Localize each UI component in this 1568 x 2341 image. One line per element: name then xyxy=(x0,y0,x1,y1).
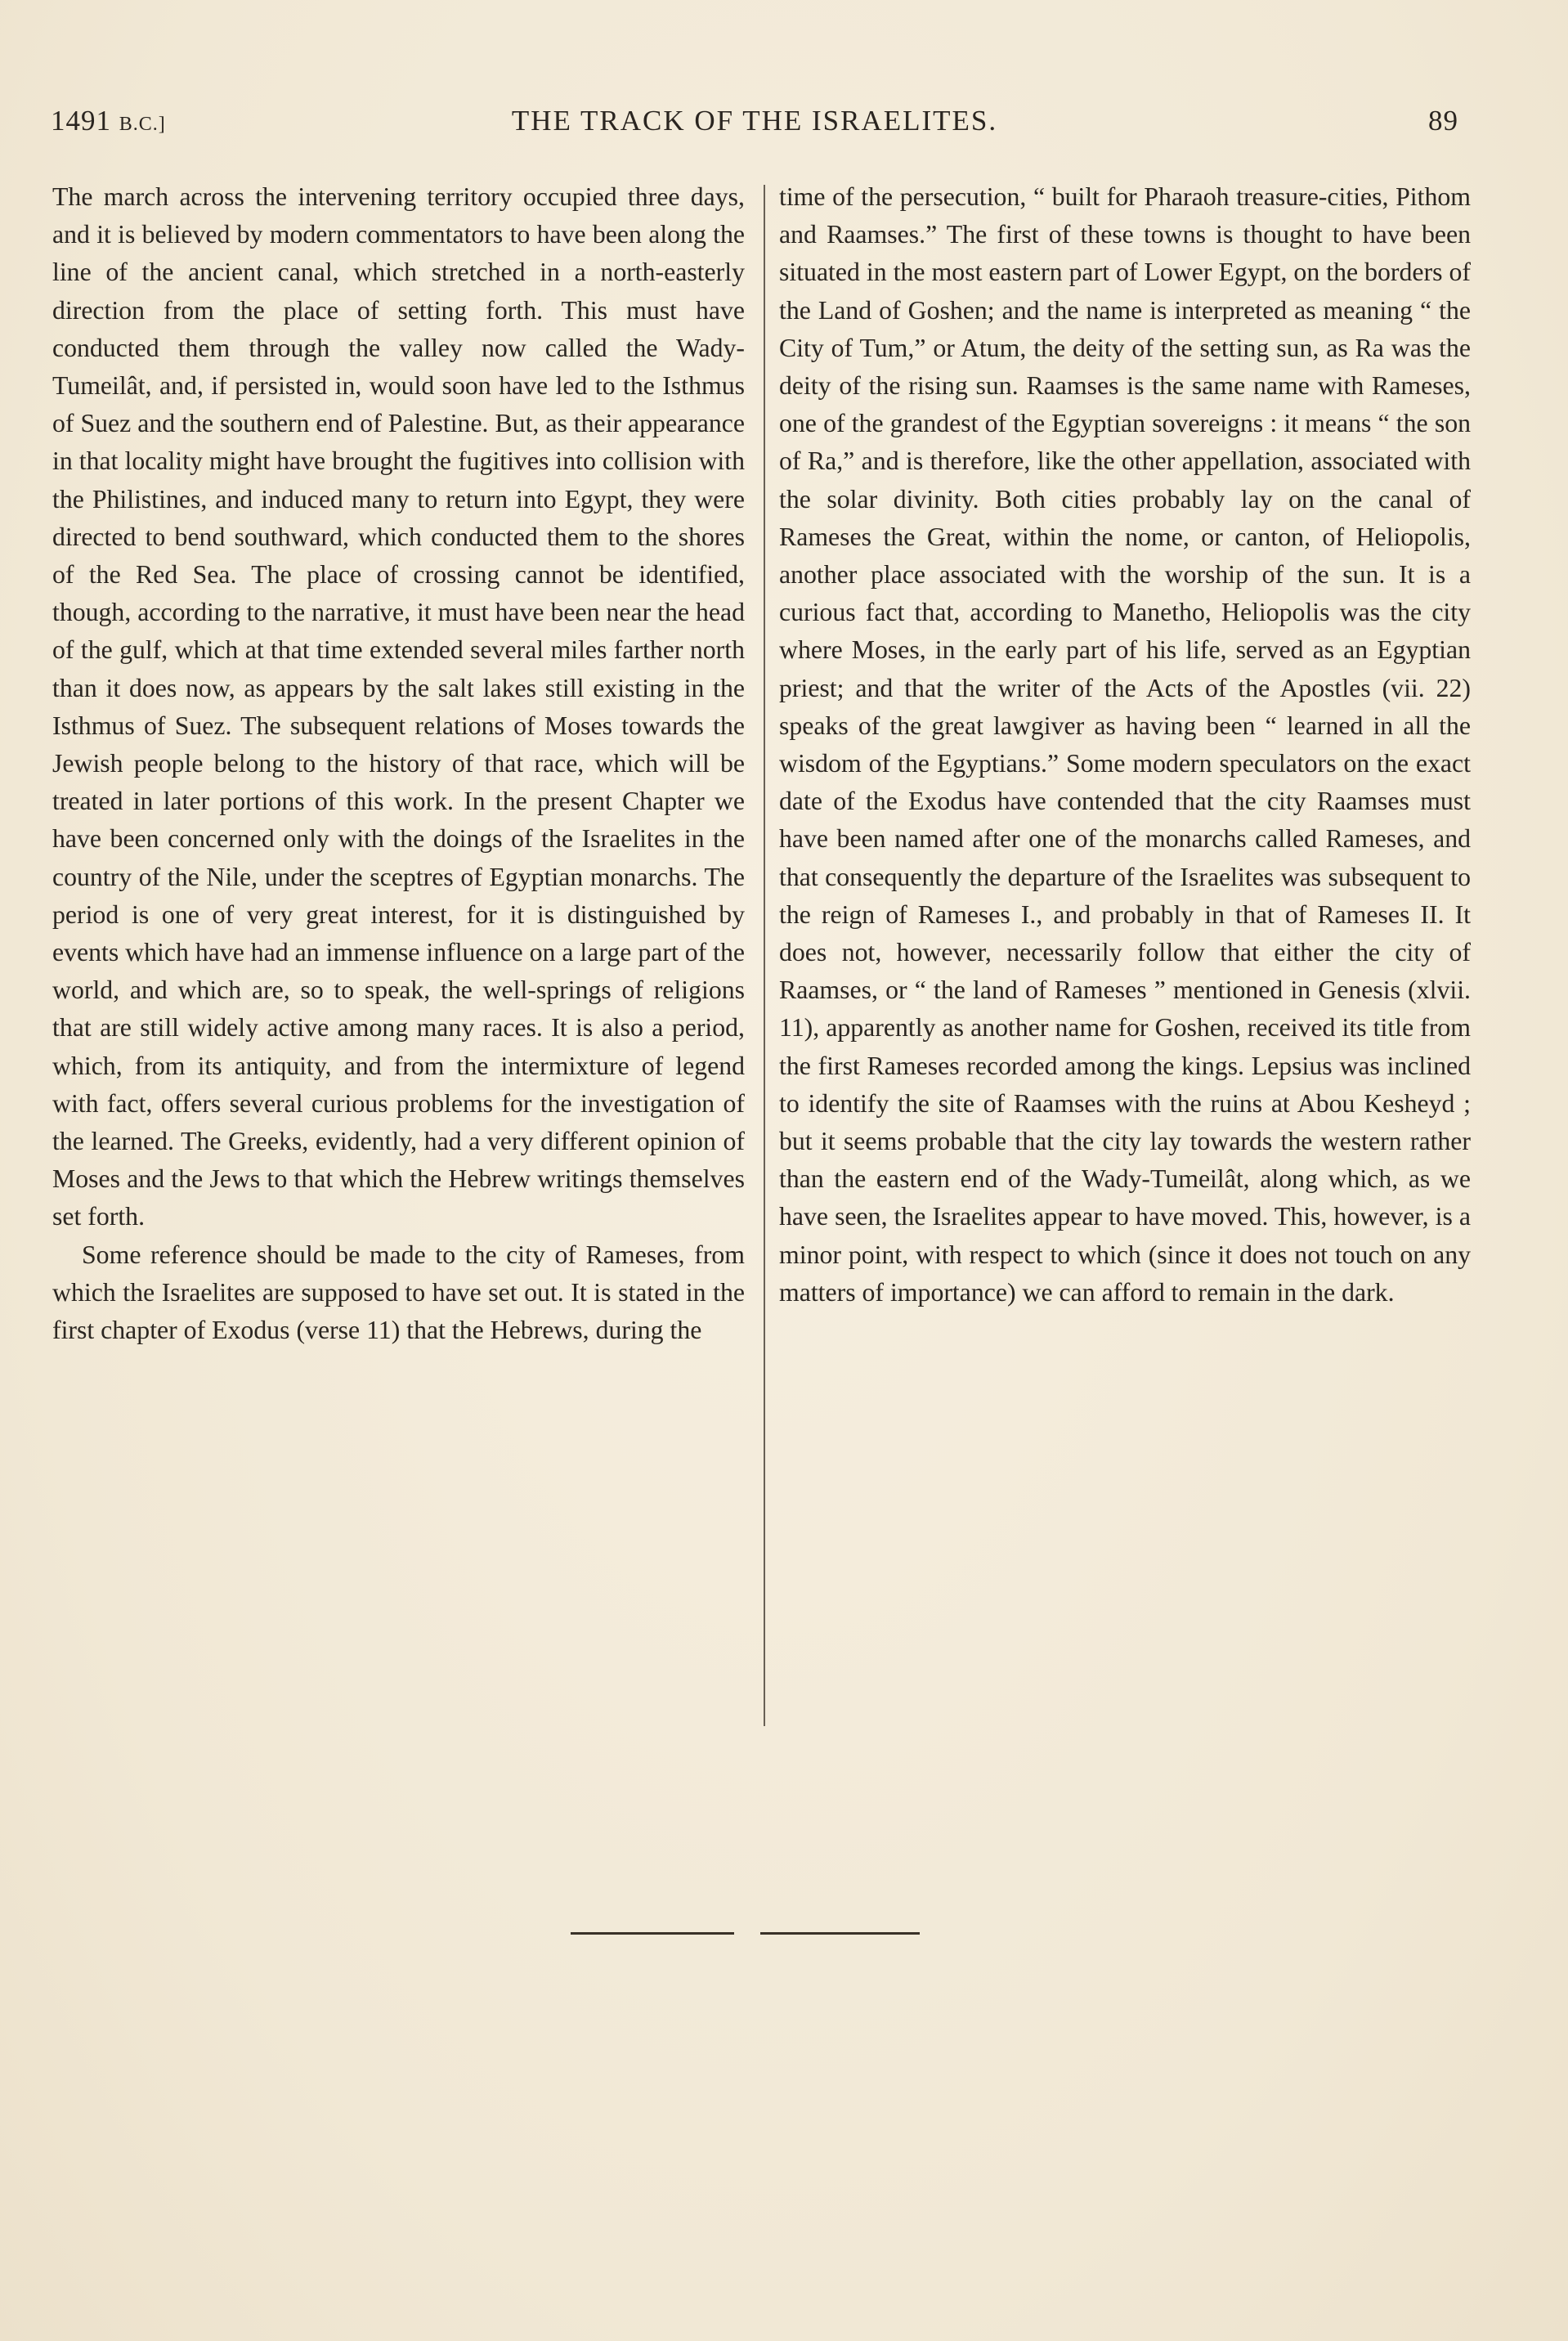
column-divider xyxy=(764,185,765,1726)
running-header xyxy=(51,105,1458,146)
header-title: THE TRACK OF THE ISRAELITES. xyxy=(511,105,998,137)
end-rule-right-segment xyxy=(760,1932,920,1935)
left-paragraph-2: Some reference should be made to the city of Rameses, from which the Israelites are supposed to have set out. It is stated in the first chapter of Exodus (verse 11) that the Hebrews, during the xyxy=(52,1240,745,1345)
header-year: 1491 xyxy=(51,105,111,137)
header-era: B.C.] xyxy=(119,114,166,135)
end-rule-left-segment xyxy=(571,1932,734,1935)
page-number: 89 xyxy=(1428,105,1458,137)
right-paragraph-1: time of the persecution, “ built for Pharaoh treasure-cities, Pithom and Raamses.” The first of these towns is thought to have been situated in the most eastern part of Lower Egypt, on the borders of the Land of Goshen; and the name is interpreted as meaning “ the City of Tum,” or Atum, the deity of the setting sun, as Ra was the deity of the rising sun. Raamses is the same name with Rameses, one of the grandest of the Egyptian sovereigns : it means “ the son of Ra,” and is therefore, like the other appellation, associated with the solar divinity. Both cities probably lay on the canal of Rameses the Great, within the nome, or canton, of Heliopolis, another place associated with the worship of the sun. It is a curious fact that, according to Manetho, Heliopolis was the city where Moses, in the early part of his life, served as an Egyptian priest; and that the writer of the Acts of the Apostles (vii. 22) speaks of the great lawgiver as having been “ learned in all the wisdom of the Egyptians.” Some modern speculators on the exact date of the Exodus have contended that the city Raamses must have been named after one of the monarchs called Rameses, and that consequently the departure of the Israelites was subsequent to the reign of Rameses I., and probably in that of Rameses II. It does not, however, necessarily follow that either the city of Raamses, or “ the land of Rameses ” mentioned in Genesis (xlvii. 11), apparently as another name for Goshen, received its title from the first Rameses recorded among the kings. Lepsius was inclined to identify the site of Raamses with the ruins at Abou Kesheyd ; but it seems probable that the city lay towards the western rather than the eastern end of the Wady-Tumeilât, along which, as we have seen, the Israelites appear to have moved. This, however, is a minor point, with respect to which (since it does not touch on any matters of importance) we can afford to remain in the dark. xyxy=(779,182,1471,1307)
chapter-end-rule xyxy=(571,1932,934,1935)
right-column xyxy=(779,178,1471,1312)
left-paragraph-1: The march across the intervening territory occupied three days, and it is believed by modern commentators to have been along the line of the ancient canal, which stretched in a north-easterly direction from the place of setting forth. This must have conducted them through the valley now called the Wady-Tumeilât, and, if persisted in, would soon have led to the Isthmus of Suez and the southern end of Palestine. But, as their appearance in that locality might have brought the fugitives into collision with the Philistines, and induced many to return into Egypt, they were directed to bend southward, which conducted them to the shores of the Red Sea. The place of crossing cannot be identified, though, according to the narrative, it must have been near the head of the gulf, which at that time extended several miles farther north than it does now, as appears by the salt lakes still existing in the Isthmus of Suez. The subsequent relations of Moses towards the Jewish people belong to the history of that race, which will be treated in later portions of this work. In the present Chapter we have been concerned only with the doings of the Israelites in the country of the Nile, under the sceptres of Egyptian monarchs. The period is one of very great interest, for it is distinguished by events which have had an immense influence on a large part of the world, and which are, so to speak, the well-springs of religions that are still widely active among many races. It is also a period, which, from its antiquity, and from the intermixture of legend with fact, offers several curious problems for the investigation of the learned. The Greeks, evidently, had a very different opinion of Moses and the Jews to that which the Hebrew writings themselves set forth. xyxy=(52,182,746,1231)
left-column xyxy=(52,178,745,1349)
